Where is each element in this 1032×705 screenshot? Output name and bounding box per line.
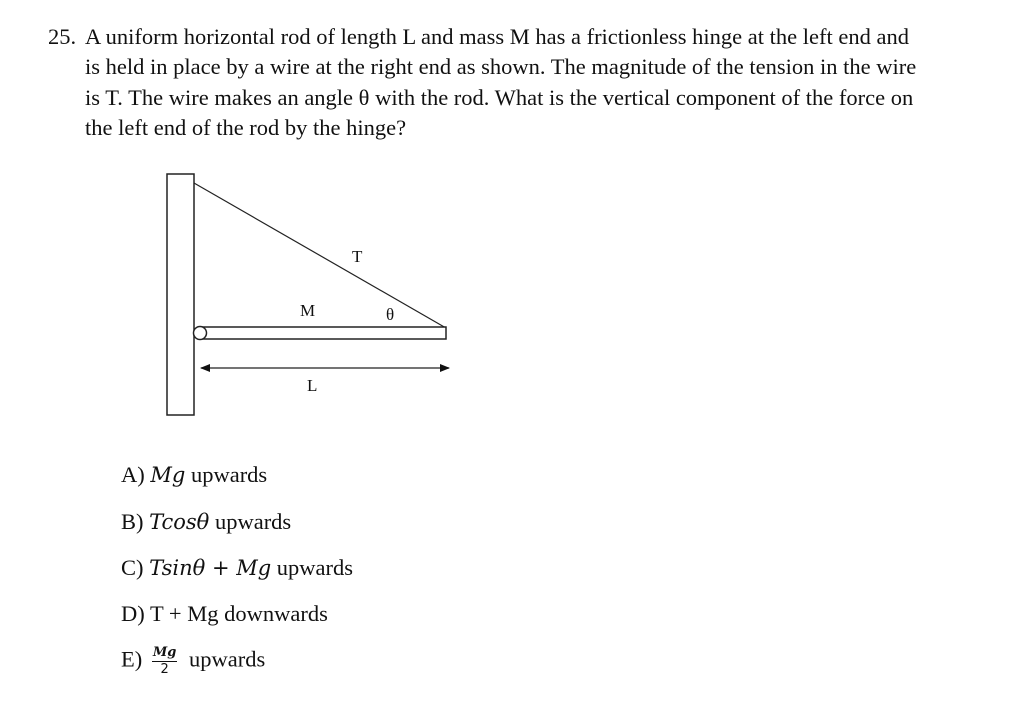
choice-e-text: upwards	[188, 646, 266, 672]
rod	[201, 327, 446, 339]
label-tension: T	[352, 247, 363, 266]
hinge-icon	[194, 327, 207, 340]
choice-d[interactable]	[121, 601, 328, 627]
label-angle: θ	[386, 305, 395, 324]
choice-a-text: upwards	[185, 462, 268, 487]
choice-d-letter: D)	[121, 601, 145, 626]
question-line-2: is held in place by a wire at the right end as shown. The magnitude of the tension in the wire	[85, 54, 917, 80]
choice-a-math: Mg	[150, 463, 186, 487]
question-number: 25.	[48, 24, 77, 49]
choice-e[interactable]	[121, 645, 265, 678]
choice-b[interactable]	[121, 509, 291, 535]
choice-c-letter: C)	[121, 555, 144, 580]
choice-c[interactable]	[121, 555, 353, 581]
choice-e-letter: E)	[121, 646, 143, 672]
choice-d-text: T + Mg downwards	[149, 601, 328, 626]
wall	[167, 174, 194, 415]
label-mass: M	[300, 301, 316, 320]
question-line-1-text: A uniform horizontal rod of length L and mass M has a frictionless hinge at the left end and	[85, 24, 909, 49]
question-line-4: the left end of the rod by the hinge?	[85, 114, 407, 140]
label-length: L	[307, 376, 318, 395]
fraction-numerator: Mg	[152, 645, 177, 660]
choice-e-fraction	[152, 645, 177, 678]
choice-b-math: Tcosθ	[149, 510, 210, 534]
fraction-denominator: 2	[160, 662, 169, 677]
question-line-3: is T. The wire makes an angle θ with the rod. What is the vertical component of the force on	[85, 84, 914, 110]
choice-c-math: Tsinθ + Mg	[149, 556, 272, 580]
choice-b-letter: B)	[121, 509, 144, 534]
choice-a-letter: A)	[121, 462, 145, 487]
wire	[194, 183, 446, 328]
choice-c-text: upwards	[271, 555, 354, 580]
choice-a[interactable]	[121, 462, 267, 488]
choice-b-text: upwards	[209, 509, 292, 534]
